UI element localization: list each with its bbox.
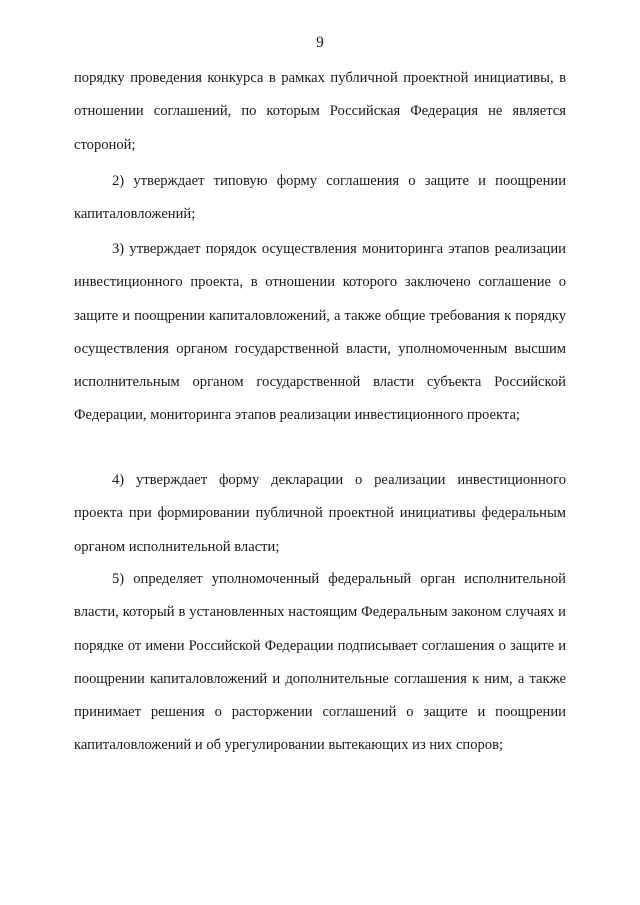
list-item-3: 3) утверждает порядок осуществления мониторинга этапов реализации инвестиционного проекта, в отношении которого заключено соглашение о защите и поощрении капиталовложений, а также общие требования к порядку осуществления органом государственной власти, уполномоченным высшим исполнительным органом государственной власти субъекта Российской Федерации, мониторинга этапов реализации инвестиционного проекта; xyxy=(74,241,566,424)
paragraph-continuation: порядку проведения конкурса в рамках публичной проектной инициативы, в отношении соглашений, по которым Российская Федерация не является стороной; xyxy=(74,70,566,153)
page-number: 9 xyxy=(316,34,324,51)
list-item-2: 2) утверждает типовую форму соглашения о защите и поощрении капиталовложений; xyxy=(74,173,566,223)
list-item-4: 4) утверждает форму декларации о реализации инвестиционного проекта при формировании публичной проектной инициативы федеральным органом исполнительной власти; xyxy=(74,472,566,555)
list-item-5: 5) определяет уполномоченный федеральный орган исполнительной власти, который в установленных настоящим Федеральным законом случаях и порядке от имени Российской Федерации подписывает соглашения о защите и поощрении капиталовложений и дополнительные соглашения к ним, а также принимает решения о расторжении соглашений о защите и поощрении капиталовложений и об урегулировании вытекающих из них споров; xyxy=(74,571,566,754)
